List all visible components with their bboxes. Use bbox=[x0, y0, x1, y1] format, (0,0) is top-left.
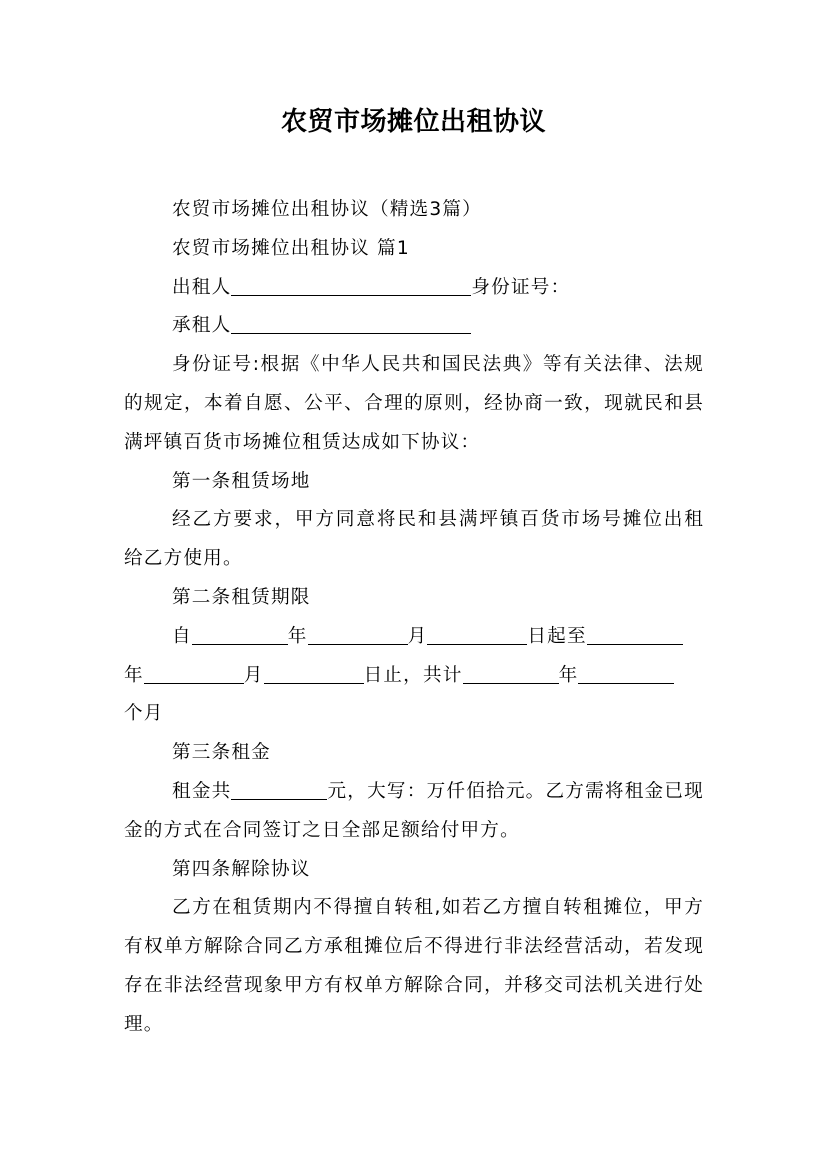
term-year-label-2: 年 bbox=[124, 664, 144, 686]
term-month-label-2: 月 bbox=[243, 664, 264, 686]
article3-title: 第三条租金 bbox=[172, 742, 271, 764]
subtitle: 农贸市场摊位出租协议（精选3篇） bbox=[172, 199, 482, 220]
article4-title: 第四条解除协议 bbox=[172, 858, 311, 880]
total-months-blank[interactable] bbox=[578, 661, 674, 684]
lessee-line bbox=[124, 307, 704, 346]
intro-paragraph: 身份证号:根据《中华人民共和国民法典》等有关法律、法规的规定，本着自愿、公平、合理的原则，经协商一致，现就民和县满坪镇百货市场摊位租赁达成如下协议： bbox=[124, 354, 704, 453]
start-day-blank[interactable] bbox=[427, 622, 527, 645]
article1-title: 第一条租赁场地 bbox=[172, 470, 311, 492]
lessor-line bbox=[124, 269, 704, 308]
lessor-blank[interactable] bbox=[231, 273, 471, 296]
term-paragraph bbox=[124, 618, 704, 734]
id-label: 身份证号： bbox=[471, 276, 571, 298]
term-line-3: 个月 bbox=[124, 703, 164, 725]
lessee-blank[interactable] bbox=[231, 311, 471, 334]
term-month-label: 月 bbox=[407, 625, 428, 647]
rent-prefix: 租金共 bbox=[172, 780, 232, 802]
article3-text bbox=[124, 773, 704, 851]
term-year-label-3: 年 bbox=[558, 664, 579, 686]
article2-title: 第二条租赁期限 bbox=[172, 586, 311, 608]
start-year-blank[interactable] bbox=[192, 622, 288, 645]
rent-text: 元，大写：万仟佰拾元。乙方需将租金已现金的方式在合同签订之日全部足额给付甲方。 bbox=[124, 780, 704, 841]
lessor-label: 出租人 bbox=[172, 276, 232, 298]
lessee-label: 承租人 bbox=[172, 315, 232, 337]
article4-text: 乙方在租赁期内不得擅自转租,如若乙方擅自转租摊位，甲方有权单方解除合同乙方承租摊位后不得进行非法经营活动，若发现存在非法经营现象甲方有权单方解除合同，并移交司法机关进行处理。 bbox=[124, 897, 704, 1035]
term-line-1 bbox=[124, 618, 704, 657]
term-line-2 bbox=[124, 657, 704, 696]
term-from: 自 bbox=[172, 625, 192, 647]
rent-blank[interactable] bbox=[231, 777, 327, 800]
end-year-blank[interactable] bbox=[587, 622, 683, 645]
end-day-blank[interactable] bbox=[264, 661, 364, 684]
end-month-blank[interactable] bbox=[144, 661, 244, 684]
term-end-suffix: 日止，共计 bbox=[363, 664, 463, 686]
document-body bbox=[124, 191, 704, 1045]
term-start-suffix: 日起至 bbox=[527, 625, 587, 647]
start-month-blank[interactable] bbox=[308, 622, 408, 645]
section-heading: 农贸市场摊位出租协议 篇1 bbox=[172, 237, 410, 259]
total-years-blank[interactable] bbox=[463, 661, 559, 684]
article1-text: 经乙方要求，甲方同意将民和县满坪镇百货市场号摊位出租给乙方使用。 bbox=[124, 509, 704, 570]
term-year-label: 年 bbox=[287, 625, 308, 647]
document-title: 农贸市场摊位出租协议 bbox=[280, 107, 546, 137]
